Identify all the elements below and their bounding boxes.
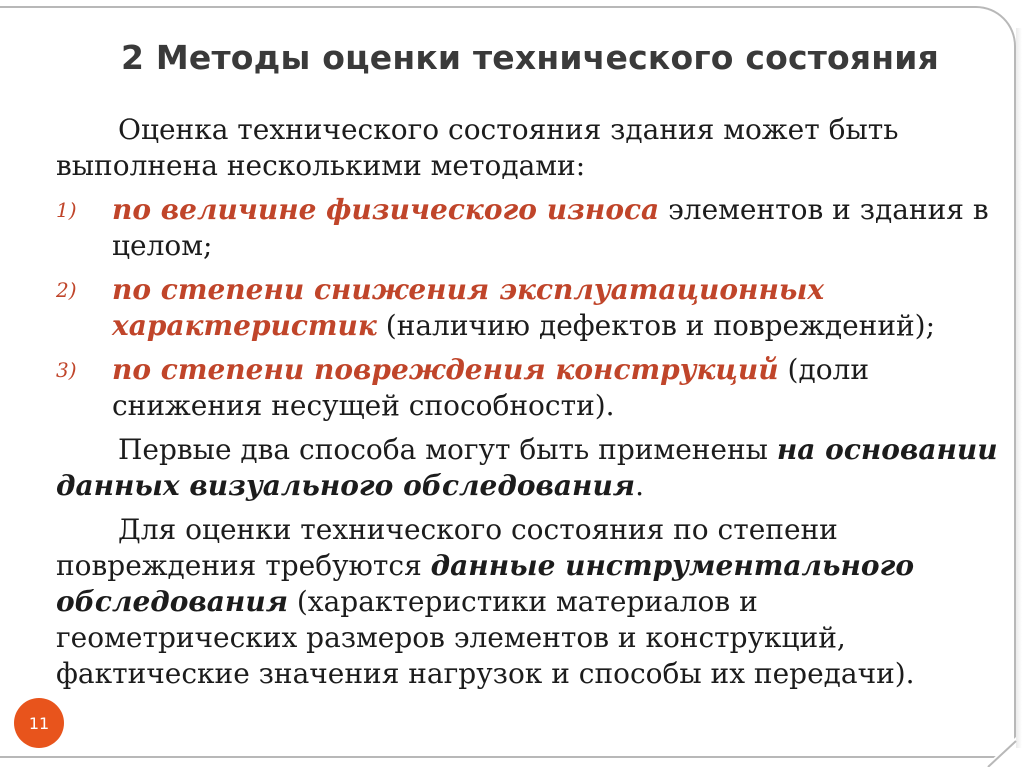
para3-after: (характеристики материалов и геометрических размеров элементов и конструкций, фактические значения нагрузок и способы их передачи).	[56, 585, 915, 690]
method-description: элементов и здания в целом;	[112, 193, 989, 262]
slide-body	[56, 112, 1006, 700]
list-item	[56, 272, 1006, 344]
methods-list	[56, 192, 1006, 424]
para3-before: Для оценки технического состояния по степени повреждения требуются	[56, 513, 838, 582]
list-number: 3)	[56, 358, 77, 382]
page-number-badge: 11	[14, 698, 64, 748]
intro-paragraph	[56, 112, 1006, 184]
visual-inspection-paragraph	[56, 432, 1006, 504]
page-curl-icon	[982, 737, 1018, 767]
list-item	[56, 352, 1006, 424]
para2-after: .	[635, 469, 644, 502]
method-description: (наличию дефектов и повреждений);	[376, 309, 936, 342]
method-name: по степени снижения эксплуатационных характеристик	[112, 273, 825, 342]
method-name: по степени повреждения конструкций	[112, 353, 779, 386]
list-item	[56, 192, 1006, 264]
list-number: 1)	[56, 198, 77, 222]
method-description: (доли снижения несущей способности).	[112, 353, 869, 422]
list-number: 2)	[56, 278, 77, 302]
para3-emphasis: данные инструментального обследования	[56, 549, 915, 618]
instrumental-inspection-paragraph	[56, 512, 1006, 692]
intro-text: Оценка технического состояния здания может быть выполнена несколькими методами:	[56, 113, 899, 182]
method-name: по величине физического износа	[112, 193, 660, 226]
para2-before: Первые два способа могут быть применены	[118, 433, 777, 466]
slide-title: 2 Методы оценки технического состояния	[120, 38, 940, 77]
para2-emphasis: на основании данных визуального обследования	[56, 433, 998, 502]
